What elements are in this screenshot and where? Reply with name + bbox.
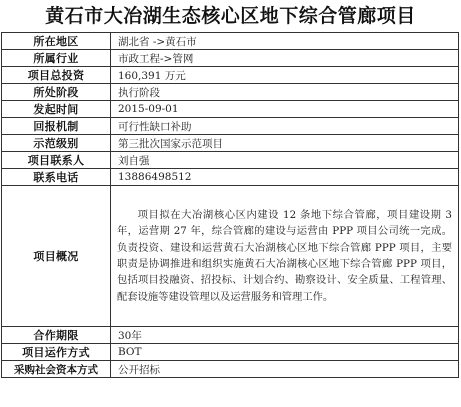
- row-label: 所属行业: [2, 50, 111, 67]
- overview-text: 项目拟在大冶湖核心区内建设 12 条地下综合管廊，项目建设期 3 年，运营期 27 年，综合管廊的建设与运营由 PPP 项目公司统一完成。负责投资、建设和运营黄石大冶湖核心区地下综合管廊 PPP 项目，主要职责是协调推进和组织实施黄石大冶湖核心区地下综合管廊 PPP 项目，包括项目投融资、招投标、计划合约、勘察设计、安全质量、工程管理、配套设施等建设管理以及运营服务和管理工作。: [111, 186, 459, 327]
- table-row-total-investment: [2, 67, 459, 84]
- row-label: 所在地区: [2, 33, 111, 50]
- table-row-demo-level: [2, 135, 459, 152]
- row-label: 项目总投资: [2, 67, 111, 84]
- row-label: 项目概况: [2, 186, 111, 327]
- row-value: 执行阶段: [111, 84, 459, 101]
- table-row-stage: [2, 84, 459, 101]
- row-label: 联系电话: [2, 169, 111, 186]
- row-value: 市政工程->管网: [111, 50, 459, 67]
- row-value: 160,391 万元: [111, 67, 459, 84]
- table-row-start-date: [2, 101, 459, 118]
- table-row-return-mechanism: [2, 118, 459, 135]
- row-label: 合作期限: [2, 327, 111, 344]
- row-label: 所处阶段: [2, 84, 111, 101]
- table-row-procurement-method: [2, 361, 459, 378]
- row-value: 湖北省 ->黄石市: [111, 33, 459, 50]
- row-value: BOT: [111, 344, 459, 361]
- table-row-contact-person: [2, 152, 459, 169]
- row-value: 刘自强: [111, 152, 459, 169]
- table-row-cooperation-period: [2, 327, 459, 344]
- table-row-phone: [2, 169, 459, 186]
- row-label: 回报机制: [2, 118, 111, 135]
- row-value: 公开招标: [111, 361, 459, 378]
- row-value: 第三批次国家示范项目: [111, 135, 459, 152]
- table-row-overview: [2, 186, 459, 327]
- row-label: 发起时间: [2, 101, 111, 118]
- row-value: 2015-09-01: [111, 101, 459, 118]
- row-value: 30年: [111, 327, 459, 344]
- row-value: 13886498512: [111, 169, 459, 186]
- row-label: 采购社会资本方式: [2, 361, 111, 378]
- row-value: 可行性缺口补助: [111, 118, 459, 135]
- row-label: 示范级别: [2, 135, 111, 152]
- row-label: 项目联系人: [2, 152, 111, 169]
- table-row-industry: [2, 50, 459, 67]
- row-label: 项目运作方式: [2, 344, 111, 361]
- table-row-operation-mode: [2, 344, 459, 361]
- table-row-region: [2, 33, 459, 50]
- page-title: 黄石市大冶湖生态核心区地下综合管廊项目: [45, 5, 416, 27]
- project-info-table: [1, 32, 459, 378]
